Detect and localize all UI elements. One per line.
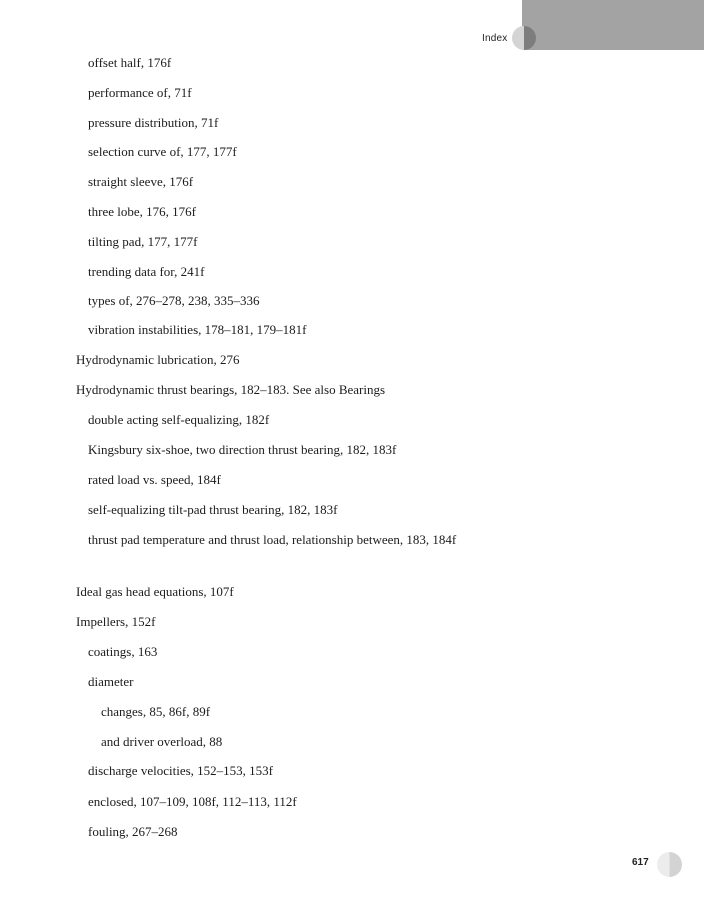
index-subentry: tilting pad, 177, 177f xyxy=(88,234,198,249)
index-subsubentry: and driver overload, 88 xyxy=(101,734,223,749)
index-subentry: vibration instabilities, 178–181, 179–181f xyxy=(88,322,307,337)
index-subentry: Kingsbury six-shoe, two direction thrust bearing, 182, 183f xyxy=(88,442,397,457)
index-subentry: coatings, 163 xyxy=(88,644,158,659)
index-subentry: three lobe, 176, 176f xyxy=(88,204,196,219)
index-subentry: self-equalizing tilt-pad thrust bearing, 182, 183f xyxy=(88,502,338,517)
page-number: 617 xyxy=(632,857,649,868)
index-subentry: diameter xyxy=(88,674,134,689)
footer-circle-ornament xyxy=(657,852,682,877)
index-subentry: enclosed, 107–109, 108f, 112–113, 112f xyxy=(88,794,297,809)
index-subentry: rated load vs. speed, 184f xyxy=(88,472,221,487)
index-subentry: straight sleeve, 176f xyxy=(88,174,194,189)
index-subentry: thrust pad temperature and thrust load, relationship between, 183, 184f xyxy=(88,532,457,547)
index-main-entry: Hydrodynamic lubrication, 276 xyxy=(76,352,240,367)
index-subentry: fouling, 267–268 xyxy=(88,824,178,839)
index-subentry: offset half, 176f xyxy=(88,55,172,70)
index-main-entry: Hydrodynamic thrust bearings, 182–183. See also Bearings xyxy=(76,382,386,397)
index-subentry: trending data for, 241f xyxy=(88,264,205,279)
index-subentry: discharge velocities, 152–153, 153f xyxy=(88,763,273,778)
index-subentry: selection curve of, 177, 177f xyxy=(88,144,237,159)
index-subentry: pressure distribution, 71f xyxy=(88,115,219,130)
index-subentry: performance of, 71f xyxy=(88,85,192,100)
index-subentry: double acting self-equalizing, 182f xyxy=(88,412,270,427)
running-header: Index xyxy=(482,33,508,44)
index-main-entry: Ideal gas head equations, 107f xyxy=(76,584,234,599)
index-subentry: types of, 276–278, 238, 335–336 xyxy=(88,293,260,308)
index-subsubentry: changes, 85, 86f, 89f xyxy=(101,704,211,719)
index-main-entry: Impellers, 152f xyxy=(76,614,156,629)
